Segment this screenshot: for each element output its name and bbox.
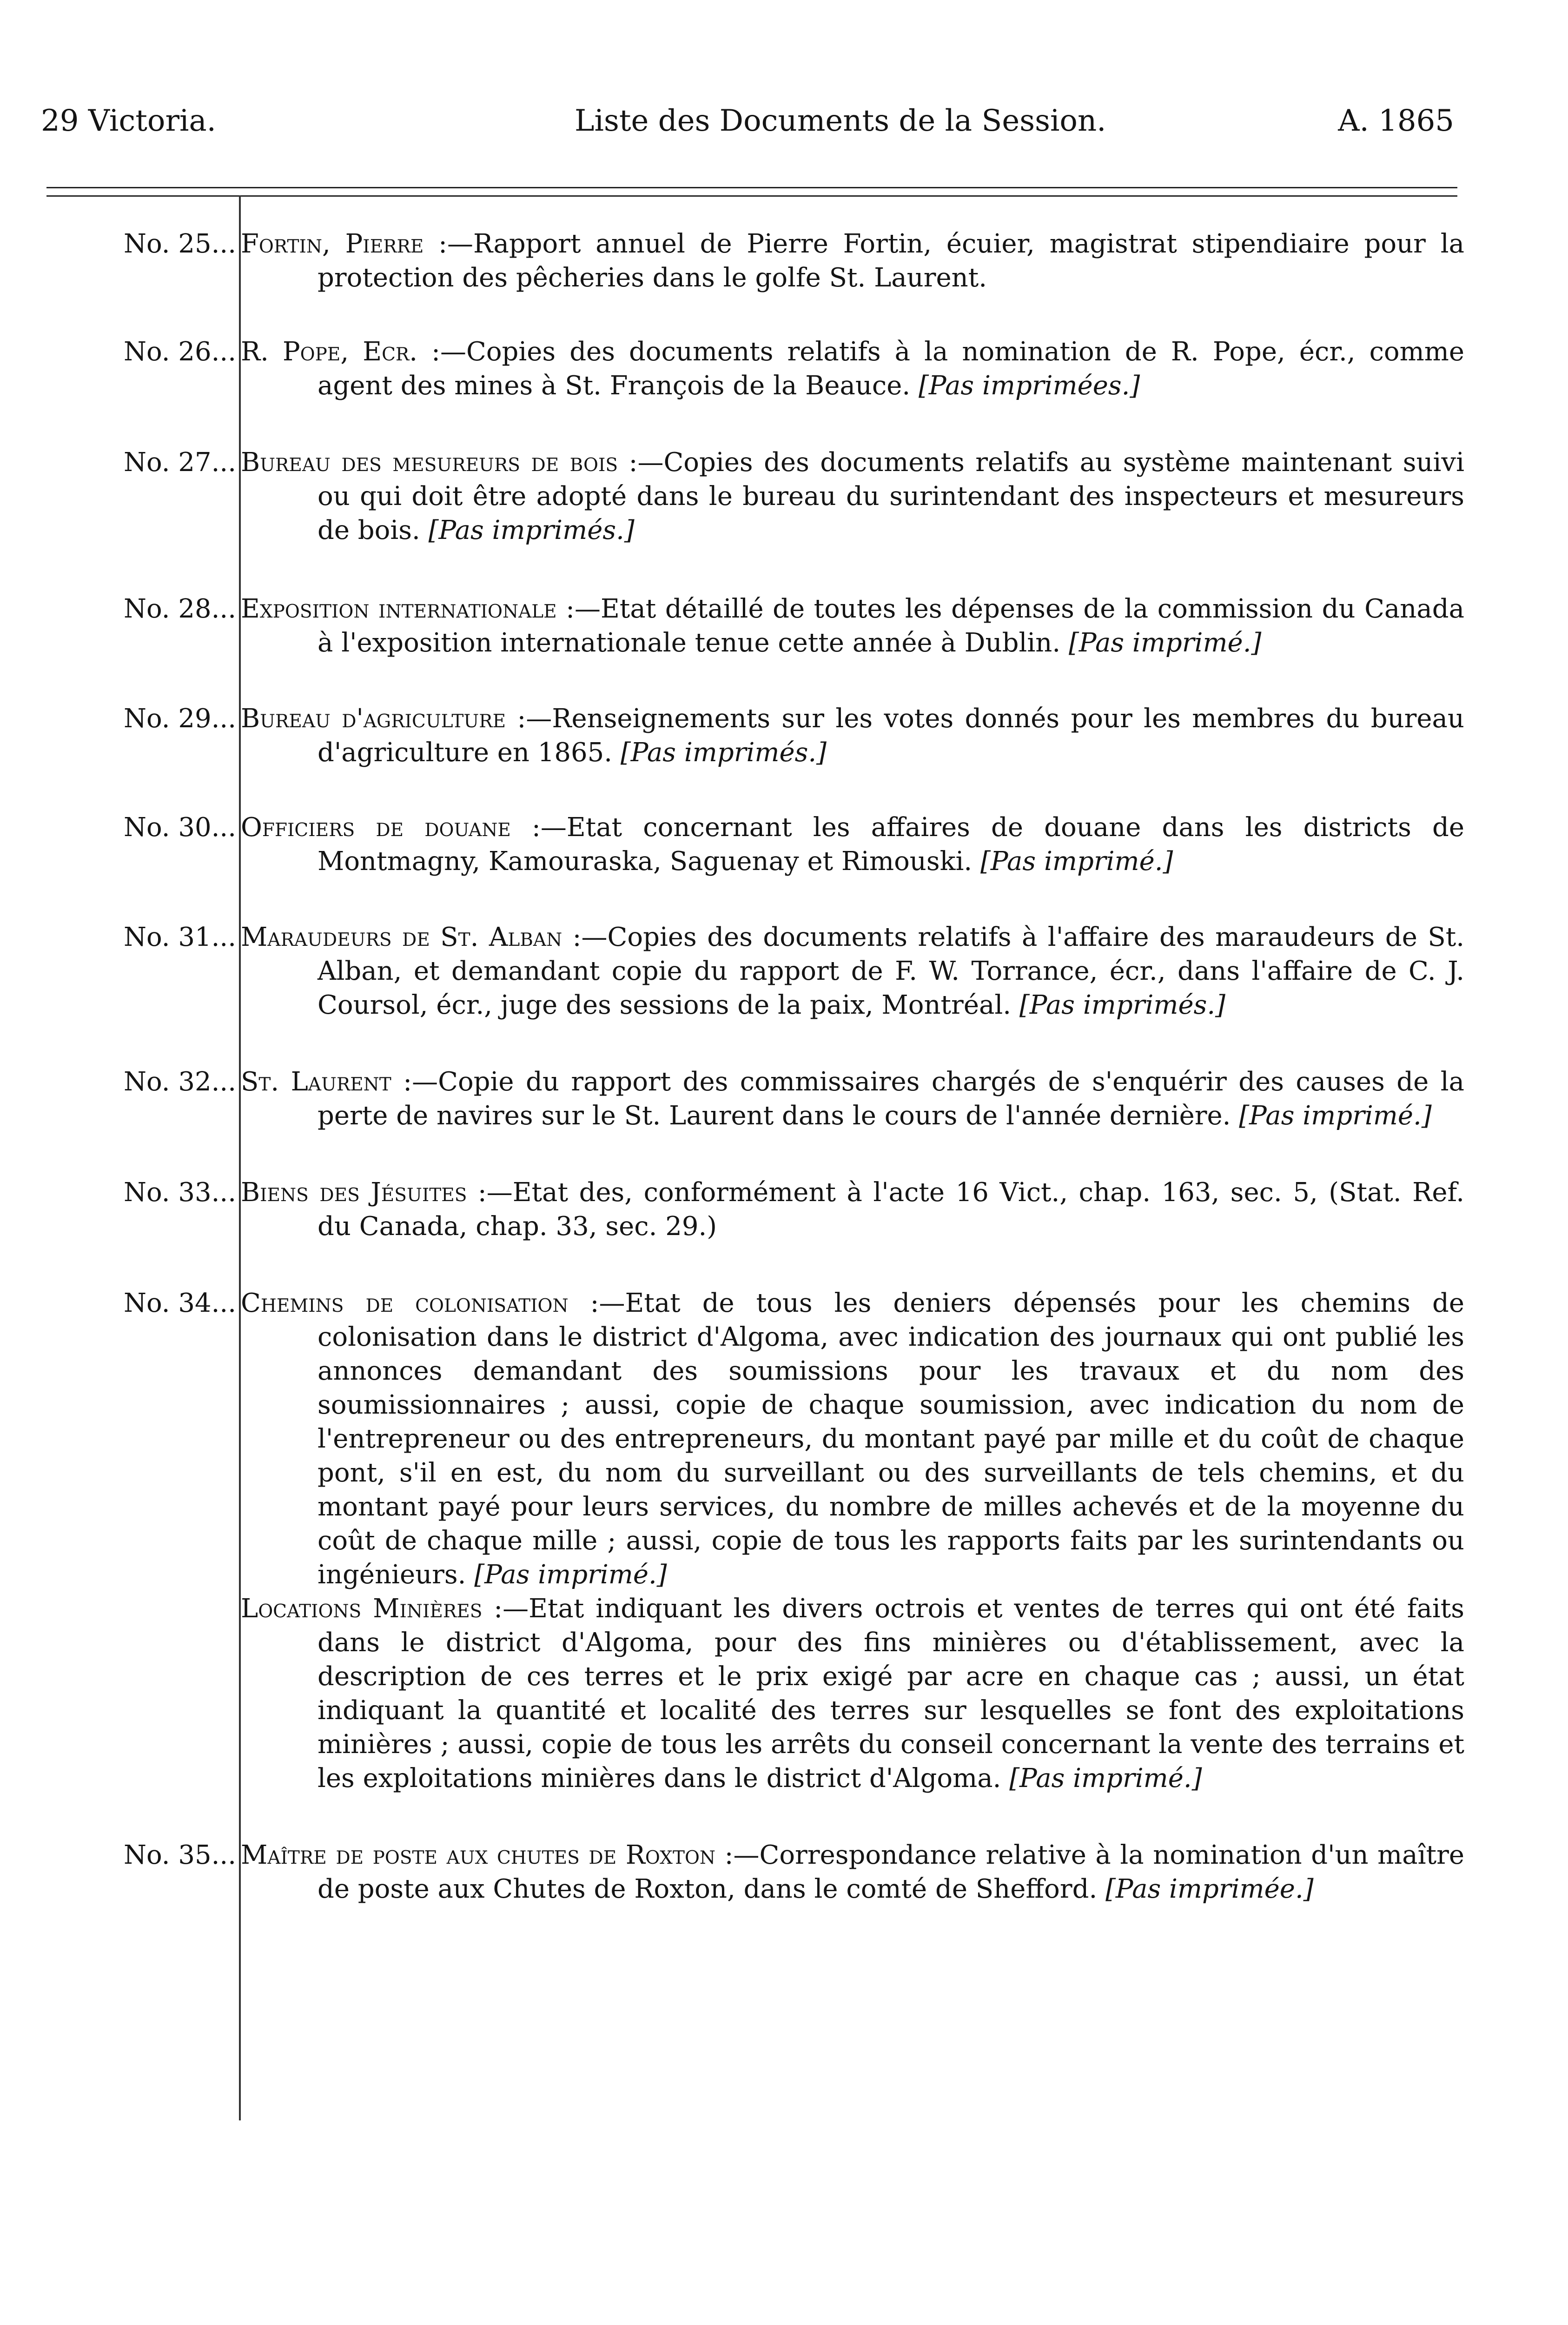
entry-heading: Fortin, Pierre [241,229,424,259]
header-rule-bottom [46,195,1457,197]
entry-text: :—Etat concernant les affaires de douane dans les districts de Montmagny, Kamouraska, Saguenay et Rimouski. [318,812,1464,877]
entry-number: No. 26... [124,337,236,367]
header-volume: 29 Victoria. [41,104,216,138]
entry [28,592,1464,660]
entry [28,1065,1464,1133]
entry-paragraph [241,1838,1464,1906]
entry-text: :—Etat indiquant les divers octrois et ventes de terres qui ont été faits dans le district d'Algoma, pour des fins minières ou d'établissement, avec la description de ces terres et le prix exigé par acre en chaque cas ; aussi, un état indiquant la quantité et localité des terres sur lesquelles se font des exploitations minières ; aussi, copie de tous les arrêts du conseil concernant la vente des terrains et les exploitations minières dans le district d'Algoma. [318,1594,1464,1794]
entry-heading: Chemins de colonisation [241,1288,569,1318]
entry-number: No. 30... [124,812,236,843]
entry-paragraph [241,1176,1464,1243]
entry-paragraph [241,1065,1464,1133]
entry-number: No. 34... [124,1288,236,1318]
entry-paragraph [241,335,1464,403]
entry [28,920,1464,1022]
entry-body [241,1176,1464,1243]
entry-note: [Pas imprimés.] [428,515,635,545]
entry-body [241,227,1464,295]
entry-heading: Maraudeurs de St. Alban [241,922,562,952]
entry-number: No. 25... [124,229,236,259]
entry-note: [Pas imprimés.] [1019,990,1225,1020]
entry-text: :—Etat détaillé de toutes les dépenses de la commission du Canada à l'exposition internationale tenue cette année à Dublin. [318,594,1464,658]
entry-text: :—Copies des documents relatifs à l'affaire des maraudeurs de St. Alban, et demandant copie du rapport de F. W. Torrance, écr., dans l'affaire de C. J. Coursol, écr., juge des sessions de la paix, Montréal. [318,922,1465,1020]
entry-text: :—Renseignements sur les votes donnés pour les membres du bureau d'agriculture en 1865. [318,704,1464,768]
entry-body [241,920,1464,1022]
entry-text: :—Etat de tous les deniers dépensés pour les chemins de colonisation dans le district d'Algoma, avec indication des journaux qui ont publié les annonces demandant des soumissions pour les travaux et du nom des soumissionnaires ; aussi, copie de chaque soumission, avec indication du nom de l'entrepreneur ou des entrepreneurs, du montant payé par mille et du coût de chaque pont, s'il en est, du nom du surveillant ou des surveillants de tels chemins, et du montant payé pour leurs services, du nombre de milles achevés et de la moyenne du coût de chaque mille ; aussi, copie de tous les rapports faits par les surintendants ou ingénieurs. [318,1288,1464,1590]
entry-text: :—Correspondance relative à la nomination d'un maître de poste aux Chutes de Roxton, dans le comté de Shefford. [318,1840,1464,1904]
entry-body [241,810,1464,878]
entry-note: [Pas imprimé.] [1068,628,1262,658]
entry-paragraph [241,920,1464,1022]
entry-text: :—Etat des, conformément à l'acte 16 Vict., chap. 163, sec. 5, (Stat. Ref. du Canada, chap. 33, sec. 29.) [318,1177,1464,1242]
entry-paragraph [241,227,1464,295]
entry-paragraph [241,702,1464,770]
entry [28,227,1464,295]
entry-note: [Pas imprimé.] [474,1560,667,1590]
entry [28,335,1464,403]
entry-number: No. 29... [124,704,236,734]
entry-heading: Locations Minières [241,1594,483,1624]
entry-paragraph [241,592,1464,660]
entry-body [241,335,1464,403]
entry-number: No. 33... [124,1177,236,1208]
entry-body [241,1838,1464,1906]
entry-body [241,445,1464,547]
entry-text: :—Copie du rapport des commissaires chargés de s'enquérir des causes de la perte de navires sur le St. Laurent dans le cours de l'année dernière. [318,1067,1465,1131]
entry-paragraph [241,445,1464,547]
entry-paragraph [241,1592,1464,1795]
header-rule-top [46,187,1457,188]
entry-body [241,1065,1464,1133]
entry-paragraph [241,810,1464,878]
header-year: A. 1865 [1338,104,1454,138]
entry-note: [Pas imprimées.] [919,371,1140,401]
running-header [41,100,1454,142]
entry-note: [Pas imprimée.] [1105,1874,1314,1904]
entry-heading: R. Pope, Ecr. [241,337,418,367]
entry-number: No. 27... [124,447,236,478]
entry-text: :—Copies des documents relatifs au système maintenant suivi ou qui doit être adopté dans le bureau du surintendant des inspecteurs et mesureurs de bois. [318,447,1464,545]
header-title: Liste des Documents de la Session. [575,104,1106,138]
entry [28,1838,1464,1906]
entry-number: No. 32... [124,1067,236,1097]
entry-heading: St. Laurent [241,1067,391,1097]
entry-note: [Pas imprimé.] [980,846,1173,877]
entry [28,1286,1464,1795]
entry [28,445,1464,547]
entry-heading: Exposition internationale [241,594,557,624]
entry-note: [Pas imprimé.] [1009,1763,1202,1794]
entry-number: No. 28... [124,594,236,624]
entry-body [241,702,1464,770]
entry-note: [Pas imprimés.] [620,737,827,768]
entry-heading: Biens des Jésuites [241,1177,467,1208]
entry-heading: Bureau d'agriculture [241,704,506,734]
entry-text: :—Copies des documents relatifs à la nomination de R. Pope, écr., comme agent des mines à St. François de la Beauce. [318,337,1464,401]
entry [28,702,1464,770]
entry-body [241,1286,1464,1795]
entry-note: [Pas imprimé.] [1239,1101,1432,1131]
entry-heading: Officiers de douane [241,812,511,843]
entry-paragraph [241,1286,1464,1592]
entry-text: :—Rapport annuel de Pierre Fortin, écuier, magistrat stipendiaire pour la protection des pêcheries dans le golfe St. Laurent. [318,229,1465,293]
entry [28,1176,1464,1243]
entry-body [241,592,1464,660]
entry-number: No. 31... [124,922,236,952]
entry-list [28,227,1464,1906]
entry-heading: Bureau des mesureurs de bois [241,447,618,478]
entry-heading: Maître de poste aux chutes de Roxton [241,1840,716,1870]
entry-number: No. 35... [124,1840,236,1870]
entry [28,810,1464,878]
